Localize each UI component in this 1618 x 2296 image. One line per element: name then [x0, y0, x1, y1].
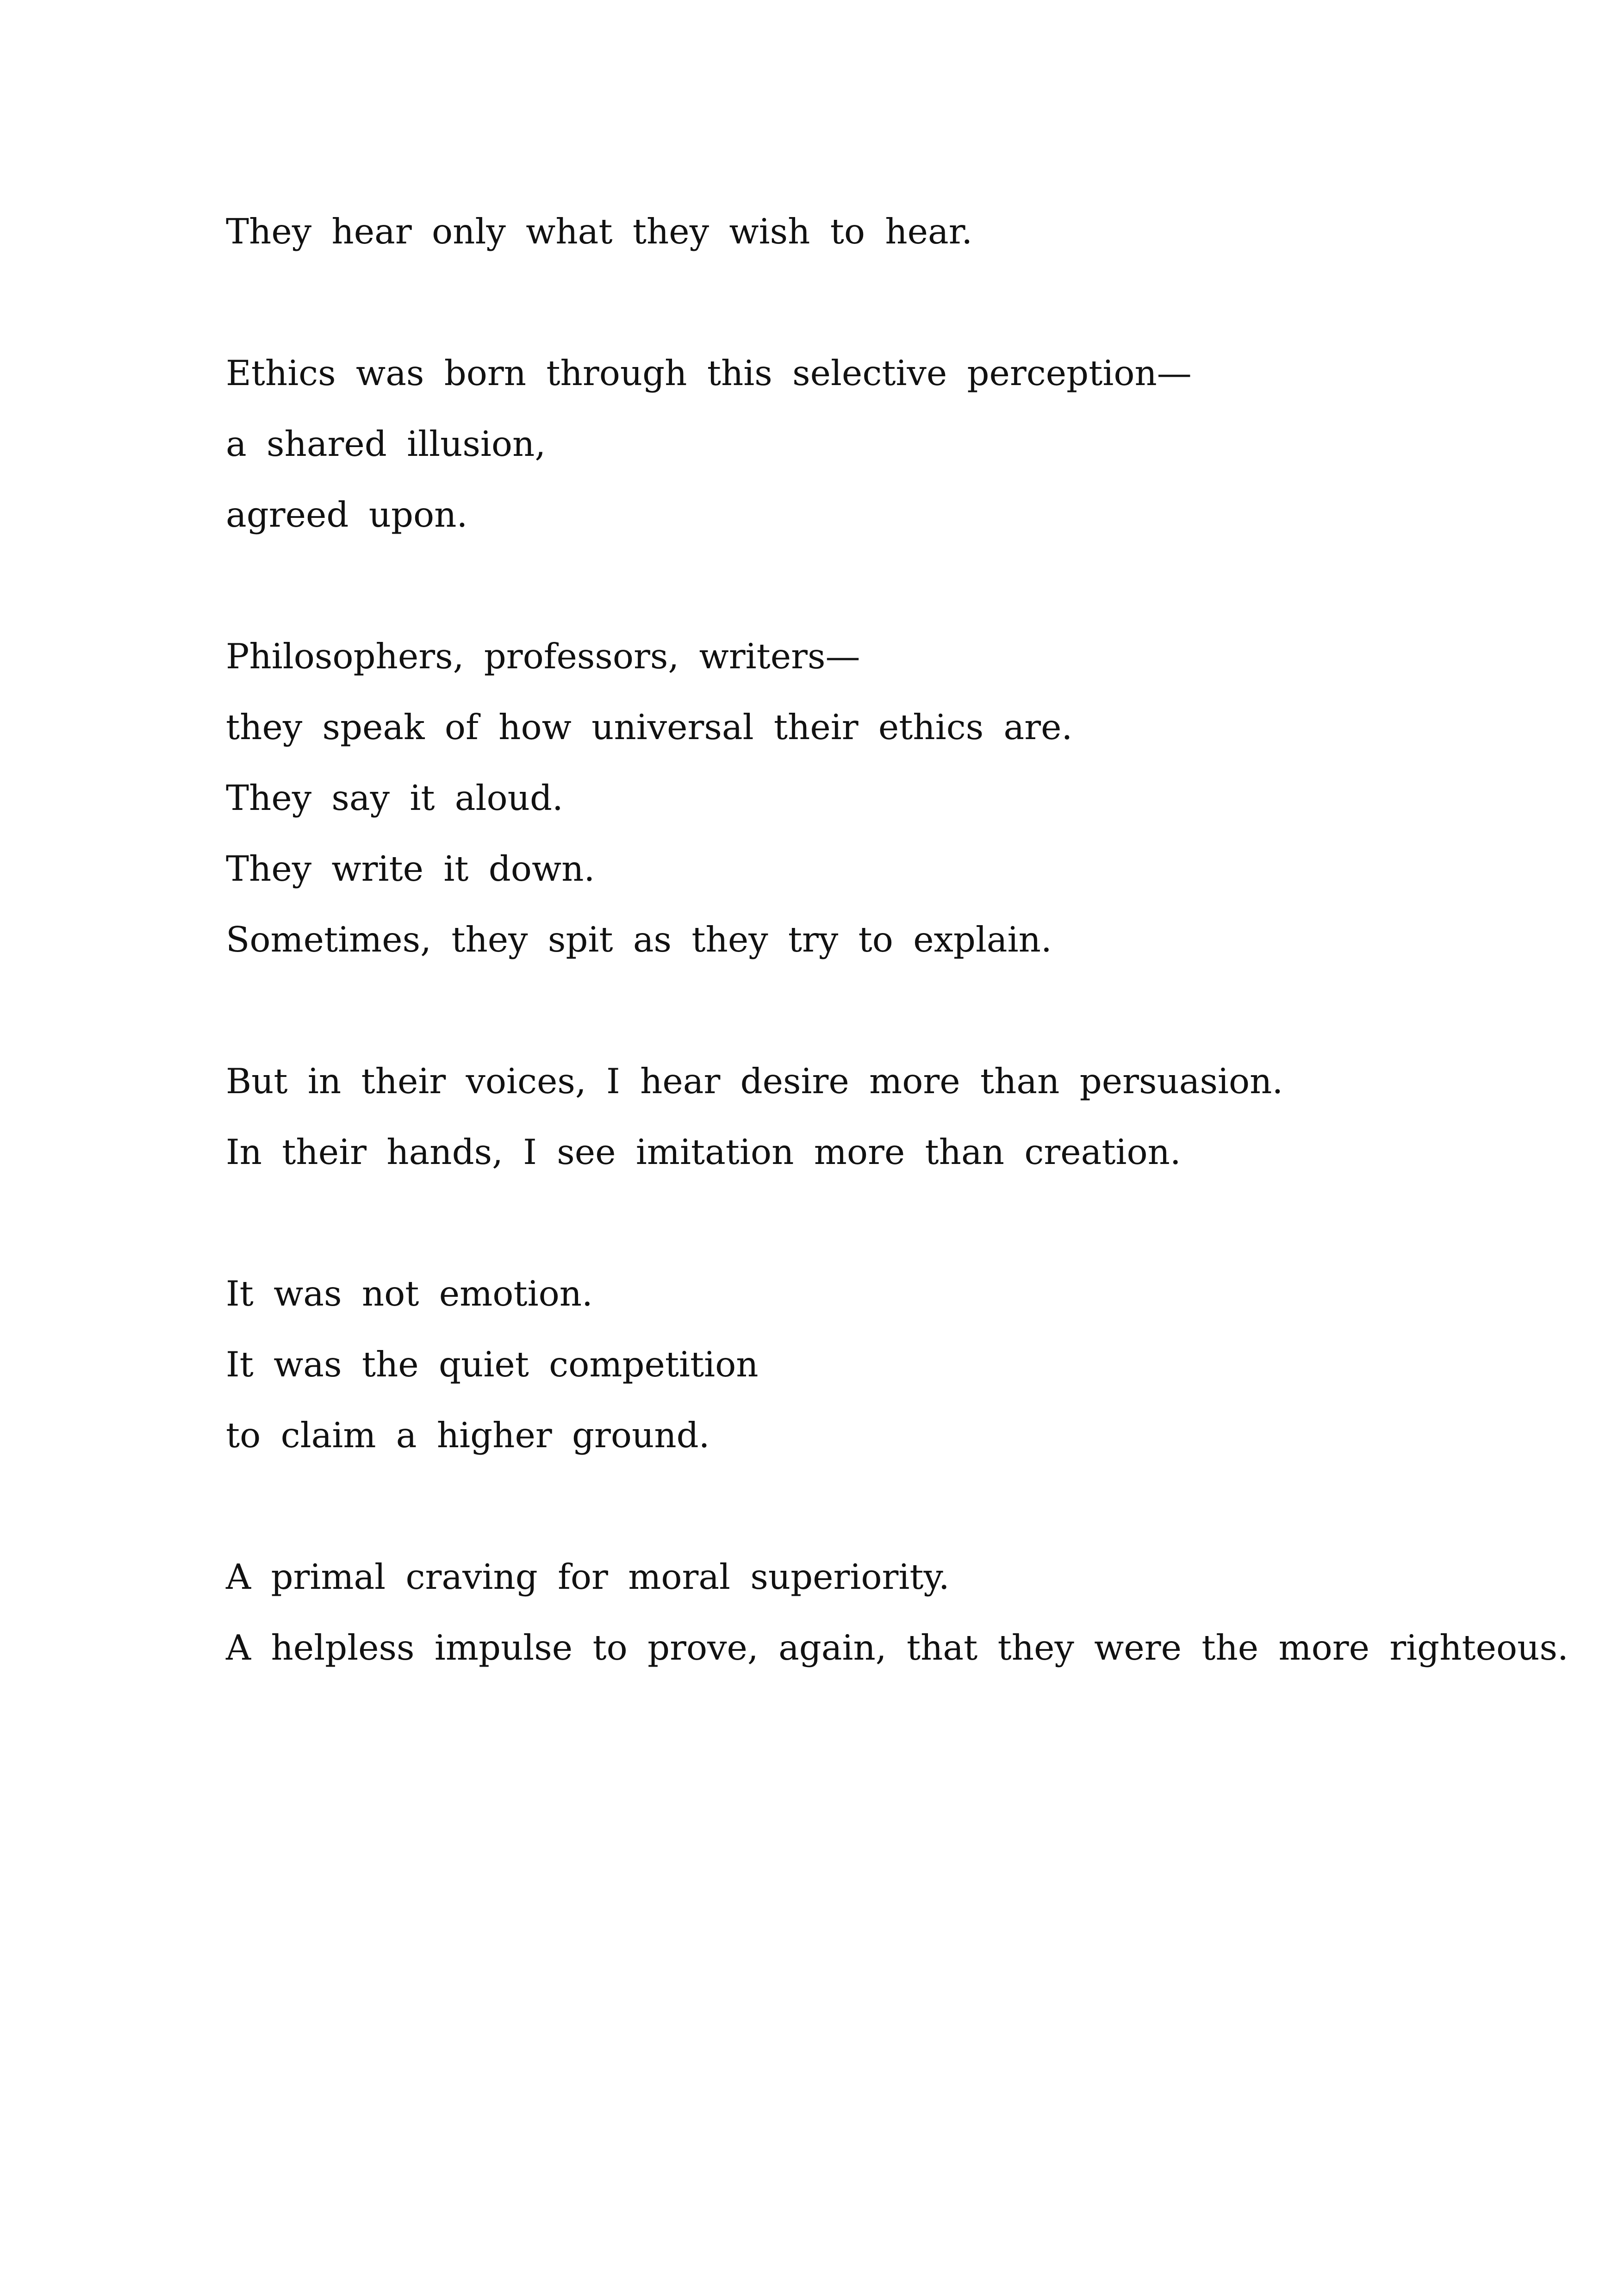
stanza	[226, 338, 1522, 550]
stanza	[226, 1542, 1568, 1683]
stanza	[226, 196, 1522, 267]
stanza	[226, 1258, 1522, 1471]
poem-line: agreed upon.	[226, 494, 468, 535]
stanza-break	[226, 267, 1522, 338]
poem-line: It was the quiet competition	[226, 1344, 759, 1385]
poem-line: Philosophers, professors, writers—	[226, 636, 860, 677]
poem-line: A helpless impulse to prove, again, that they were the more righteous.	[226, 1627, 1568, 1668]
poem-line: Sometimes, they spit as they try to explain.	[226, 919, 1052, 960]
stanza	[226, 1046, 1522, 1188]
poem-line: In their hands, I see imitation more than creation.	[226, 1132, 1181, 1172]
stanza-break	[226, 550, 1522, 621]
poem-line: They write it down.	[226, 848, 595, 889]
poem-line: It was not emotion.	[226, 1273, 593, 1314]
poem-line: they speak of how universal their ethics are.	[226, 707, 1073, 747]
poem-line: a shared illusion,	[226, 423, 546, 464]
poem-line: But in their voices, I hear desire more than persuasion.	[226, 1061, 1283, 1101]
poem-line: Ethics was born through this selective perception—	[226, 353, 1192, 393]
poem-line: They say it aloud.	[226, 778, 563, 818]
stanza-break	[226, 1471, 1522, 1542]
poem-body	[226, 196, 1568, 1683]
stanza-break	[226, 975, 1522, 1046]
poem-line: to claim a higher ground.	[226, 1415, 710, 1456]
poem-line: A primal craving for moral superiority.	[226, 1556, 950, 1597]
stanza-break	[226, 1188, 1522, 1258]
stanza	[226, 621, 1522, 975]
poem-line: They hear only what they wish to hear.	[226, 211, 973, 252]
